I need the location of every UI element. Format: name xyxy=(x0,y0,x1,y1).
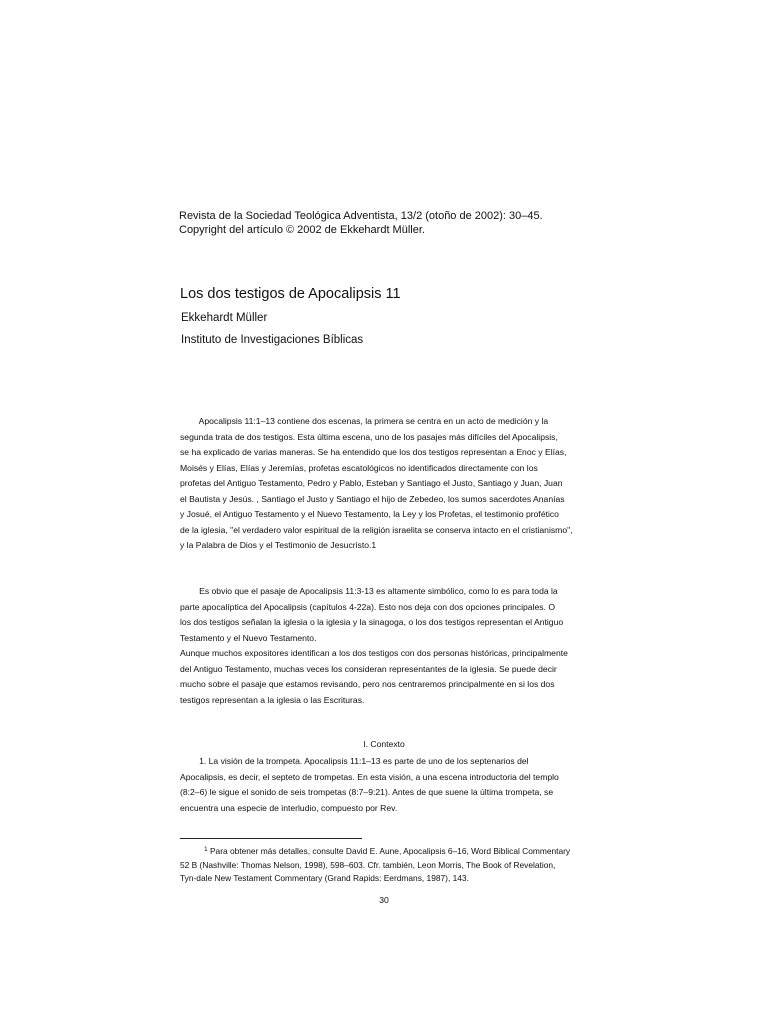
text-line: y la Palabra de Dios y el Testimonio de Jesucristo.1 xyxy=(180,540,377,550)
text-line: (8:2–6) le sigue el sonido de seis trompetas (8:7–9:21). Antes de que suene la última trompeta, se xyxy=(180,787,554,797)
text-line: testigos representan a la iglesia o las Escrituras. xyxy=(180,694,365,705)
text-line: mucho sobre el pasaje que estamos revisando, pero nos centraremos principalmente en si los dos xyxy=(180,679,555,689)
text-line: Moisés y Elías, Elías y Jeremías, profetas escatológicos no identificados directamente con los xyxy=(180,462,538,473)
footnote xyxy=(180,843,592,886)
text-line: se ha explicado de varias maneras. Se ha entendido que los dos testigos representan a Enoc y Elías, xyxy=(180,447,567,457)
footnote-separator xyxy=(180,838,362,839)
text-line: Es obvio que el pasaje de Apocalipsis 11:3-13 es altamente simbólico, como lo es para toda la xyxy=(180,586,558,596)
text-line: profetas del Antiguo Testamento, Pedro y Pablo, Esteban y Santiago el Justo, Santiago y Juan, Juan xyxy=(180,478,563,488)
text-line: Aunque muchos expositores identifican a los dos testigos con dos personas históricas, principalmente xyxy=(180,648,568,658)
page-number: 30 xyxy=(379,895,389,905)
text-line: y Josué, el Antiguo Testamento y el Nuevo Testamento, la Ley y los Profetas, el testimonio profético xyxy=(180,509,559,519)
paragraph-context xyxy=(180,754,592,816)
text-line: los dos testigos señalan la iglesia o la iglesia y la sinagoga, o los dos testigos representan el Antiguo xyxy=(180,617,564,627)
text-line: el Bautista y Jesús. , Santiago el Justo y Santiago el hijo de Zebedeo, los sumos sacerdotes Ananías xyxy=(180,493,565,504)
text-line: del Antiguo Testamento, muchas veces los consideran representantes de la iglesia. Se puede decir xyxy=(180,663,557,674)
text-line: parte apocalíptica del Apocalipsis (capítulos 4-22a). Esto nos deja con dos opciones principales. O xyxy=(180,601,556,612)
author-institution: Instituto de Investigaciones Bíblicas xyxy=(181,334,364,346)
copyright-notice: Copyright del artículo © 2002 de Ekkehardt Müller. xyxy=(179,224,425,236)
journal-citation: Revista de la Sociedad Teológica Adventista, 13/2 (otoño de 2002): 30–45. xyxy=(179,210,543,222)
text-line: de la iglesia, "el verdadero valor espiritual de la religión israelita se conserva intacto en el cristianismo", xyxy=(180,524,573,535)
text-line: 1. La visión de la trompeta. Apocalipsis 11:1–13 es parte de uno de los septenarios del xyxy=(180,756,529,766)
footnote-line: 52 B (Nashville: Thomas Nelson, 1998), 598–603. Cfr. también, Leon Morris, The Book of Revelation, xyxy=(180,859,556,870)
text-line: segunda trata de dos testigos. Esta última escena, uno de los pasajes más difíciles del Apocalipsis, xyxy=(180,431,558,442)
text-line: Testamento y el Nuevo Testamento. xyxy=(180,632,317,643)
footnote-text: Para obtener más detalles, consulte David E. Aune, Apocalipsis 6–16, Word Biblical Commentary xyxy=(207,846,571,856)
footnote-first-line xyxy=(180,843,592,859)
footnote-marker: 1 xyxy=(204,846,208,853)
article-author: Ekkehardt Müller xyxy=(181,312,268,324)
text-line: Apocalipsis 11:1–13 contiene dos escenas, la primera se centra en un acto de medición y la xyxy=(180,416,549,426)
journal-header xyxy=(179,209,543,237)
text-line: encuentra una especie de interludio, compuesto por Rev. xyxy=(180,802,398,813)
paragraph-intro xyxy=(180,414,592,554)
footnote-line: Tyn-dale New Testament Commentary (Grand Rapids: Eerdmans, 1987), 143. xyxy=(180,873,469,883)
section-heading: I. Contexto xyxy=(363,739,405,749)
article-title: Los dos testigos de Apocalipsis 11 xyxy=(180,286,401,302)
paragraph-options xyxy=(180,584,592,708)
text-line: Apocalipsis, es decir, el septeto de trompetas. En esta visión, a una escena introductoria del templo xyxy=(180,771,559,782)
